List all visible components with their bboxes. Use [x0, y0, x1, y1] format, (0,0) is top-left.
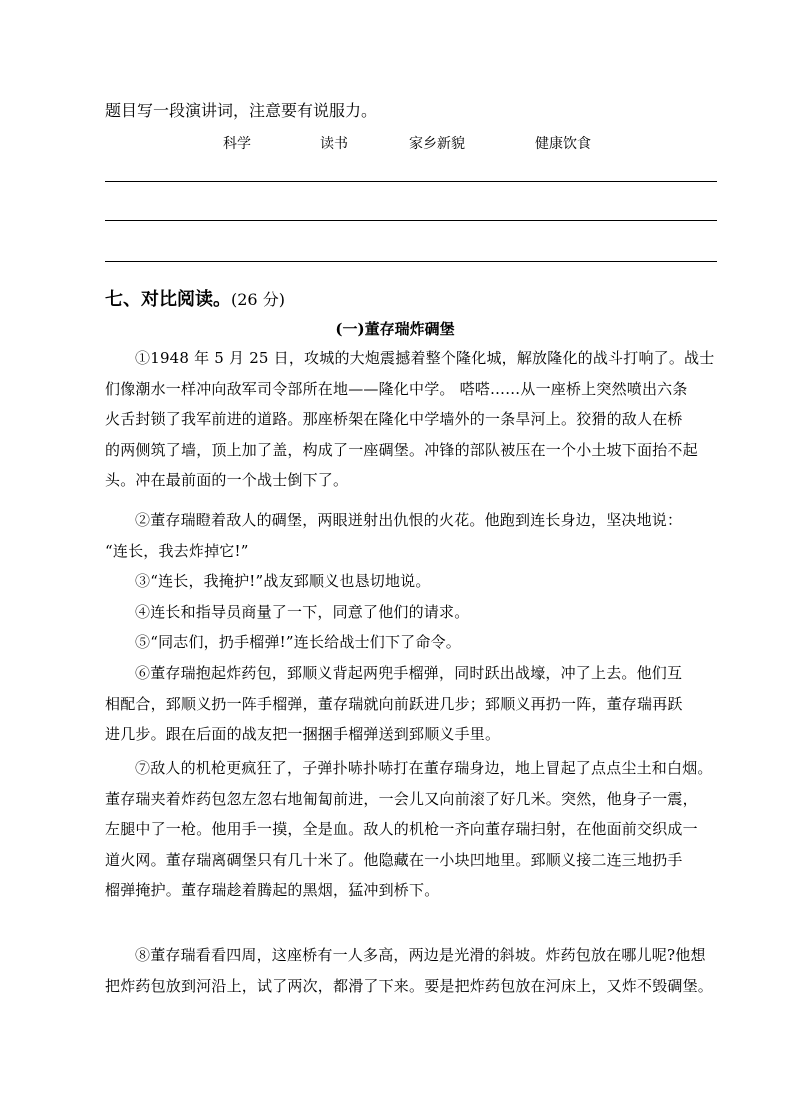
topic-healthy-diet: 健康饮食: [535, 136, 591, 152]
paragraph-line: ⑧董存瑞看看四周，这座桥有一人多高，两边是光滑的斜坡。炸药包放在哪儿呢?他想: [135, 946, 706, 964]
passage-title: (一)董存瑞炸碉堡: [335, 320, 455, 338]
section-title: 七、对比阅读。: [105, 289, 231, 310]
answer-line-1[interactable]: [105, 181, 717, 182]
paragraph-line: ④连长和指导员商量了一下，同意了他们的请求。: [135, 603, 470, 621]
paragraph-line: 道火网。董存瑞离碉堡只有几十米了。他隐藏在一小块凹地里。郅顺义接二连三地扔手: [105, 850, 683, 869]
answer-line-3[interactable]: [105, 261, 717, 262]
paragraph-line: ⑥董存瑞抱起炸药包，郅顺义背起两兜手榴弹，同时跃出战壕，冲了上去。他们互: [135, 664, 683, 682]
paragraph-5: [105, 627, 717, 658]
paragraph-line: “连长，我去炸掉它!”: [105, 541, 249, 560]
paragraph-3: [105, 566, 717, 597]
paragraph-line: ①1948 年 5 月 25 日，攻城的大炮震撼着整个隆化城，解放隆化的战斗打响了。战士: [135, 349, 715, 367]
paragraph-line: 左腿中了一枪。他用手一摸，全是血。敌人的机枪一齐向董存瑞扫射，在他面前交织成一: [105, 820, 698, 839]
paragraph-line: 们像潮水一样冲向敌军司令部所在地——隆化中学。 嗒嗒……从一座桥上突然喷出六条: [105, 379, 688, 398]
paragraph-line: 火舌封锁了我军前进的道路。那座桥架在隆化中学墙外的一条旱河上。狡猾的敌人在桥: [105, 410, 683, 429]
section-score: (26 分): [231, 290, 285, 309]
paragraph-8: [105, 940, 717, 1001]
topic-hometown: 家乡新貌: [409, 136, 465, 152]
paragraph-4: [105, 597, 717, 628]
section-heading: [105, 285, 285, 311]
answer-line-2[interactable]: [105, 220, 717, 221]
paragraph-line: ⑦敌人的机枪更疯狂了，子弹扑哧扑哧打在董存瑞身边，地上冒起了点点尘土和白烟。: [135, 759, 713, 777]
topic-reading: 读书: [320, 136, 348, 152]
paragraph-2: [105, 505, 717, 566]
topic-list: [0, 133, 790, 155]
paragraph-7: [105, 753, 717, 906]
paragraph-line: ⑤“同志们，扔手榴弹!”连长给战士们下了命令。: [135, 633, 461, 651]
topic-science: 科学: [223, 136, 251, 152]
paragraph-line: ②董存瑞瞪着敌人的碉堡，两眼迸射出仇恨的火花。他跑到连长身边，坚决地说：: [135, 511, 683, 529]
paragraph-6: [105, 658, 717, 750]
paragraph-line: 的两侧筑了墙，顶上加了盖，构成了一座碉堡。冲锋的部队被压在一个小土坡下面抬不起: [105, 440, 698, 459]
paragraph-line: 榴弹掩护。董存瑞趁着腾起的黑烟，猛冲到桥下。: [105, 881, 440, 900]
writing-prompt: 题目写一段演讲词，注意要有说服力。: [105, 101, 378, 120]
paragraph-line: 进几步。跟在后面的战友把一捆捆手榴弹送到郅顺义手里。: [105, 725, 501, 744]
paragraph-line: 相配合，郅顺义扔一阵手榴弹，董存瑞就向前跃进几步；郅顺义再扔一阵，董存瑞再跃: [105, 694, 683, 713]
paragraph-line: 头。冲在最前面的一个战士倒下了。: [105, 471, 349, 490]
paragraph-line: ③“连长，我掩护!”战友郅顺义也恳切地说。: [135, 572, 431, 590]
paragraph-line: 董存瑞夹着炸药包忽左忽右地匍匐前进，一会儿又向前滚了好几米。突然，他身子一震，: [105, 789, 698, 808]
paragraph-1: [105, 343, 717, 496]
paragraph-line: 把炸药包放到河沿上，试了两次，都滑了下来。要是把炸药包放在河床上，又炸不毁碉堡。: [105, 976, 714, 995]
